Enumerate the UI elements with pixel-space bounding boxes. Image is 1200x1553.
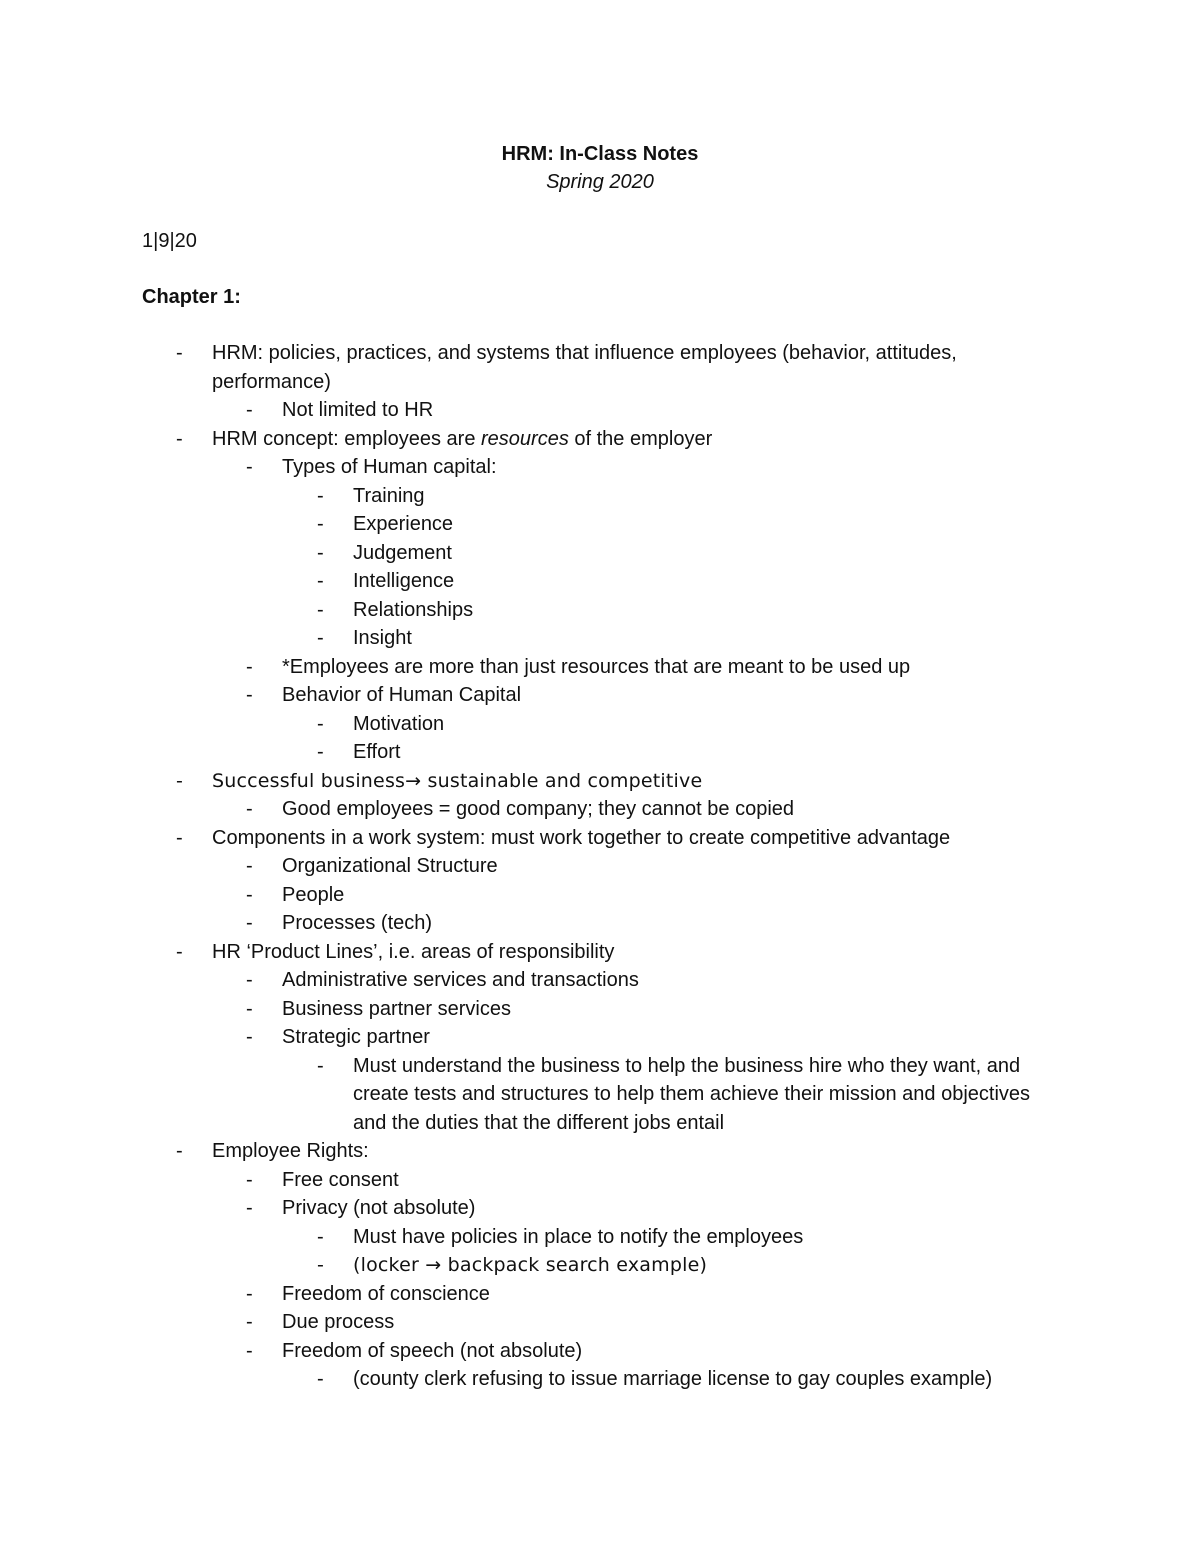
notes-list bbox=[0, 339, 1200, 1394]
list-item-text: Relationships bbox=[353, 598, 474, 621]
list-item bbox=[317, 567, 1053, 596]
bullet-dash: - bbox=[246, 456, 253, 478]
list-item-text: Intelligence bbox=[353, 570, 455, 592]
list-item-text: Freedom of speech (not absolute) bbox=[282, 1339, 583, 1362]
bullet-dash: - bbox=[176, 826, 183, 849]
list-item-text: of the employer bbox=[568, 427, 713, 450]
list-item bbox=[317, 710, 1053, 739]
list-item bbox=[246, 1023, 1042, 1052]
list-item-text: HRM: policies, practices, and systems that influence employees (behavior, attitudes, performance) bbox=[212, 342, 957, 393]
bullet-dash: - bbox=[176, 342, 183, 364]
bullet-dash: - bbox=[176, 1140, 183, 1162]
bullet-dash: - bbox=[317, 1368, 324, 1390]
list-item-text: People bbox=[282, 883, 345, 906]
list-item-text: Types of Human capital: bbox=[282, 456, 497, 478]
list-item bbox=[246, 1337, 1042, 1366]
list-item bbox=[246, 1194, 1042, 1223]
list-item bbox=[317, 1251, 1053, 1280]
list-item-text: Strategic partner bbox=[282, 1026, 430, 1048]
bullet-dash: - bbox=[176, 940, 183, 963]
list-item-text: Effort bbox=[353, 741, 401, 763]
bullet-dash: - bbox=[246, 798, 253, 820]
list-item bbox=[246, 1166, 1042, 1195]
list-item bbox=[246, 1280, 1042, 1309]
list-item-text: Business partner services bbox=[282, 997, 511, 1020]
bullet-dash: - bbox=[317, 598, 324, 621]
list-item bbox=[317, 624, 1053, 653]
bullet-dash: - bbox=[246, 1197, 253, 1219]
bullet-dash: - bbox=[246, 1339, 253, 1362]
bullet-dash: - bbox=[246, 1168, 253, 1191]
list-item bbox=[176, 339, 1072, 396]
list-item bbox=[246, 852, 1042, 881]
list-item bbox=[246, 995, 1042, 1024]
list-item bbox=[317, 1365, 1053, 1394]
list-item bbox=[246, 681, 1042, 710]
bullet-dash: - bbox=[246, 912, 253, 934]
list-item bbox=[176, 767, 1072, 796]
list-item-text: HR ‘Product Lines’, i.e. areas of responsibility bbox=[212, 940, 615, 963]
list-item-text: Insight bbox=[353, 627, 412, 649]
list-item-text: Must understand the business to help the business hire who they want, and create tests and structures to help them achieve their mission and objectives and the duties that the different jobs entail bbox=[353, 1054, 1031, 1134]
list-item-text: Successful business→ sustainable and competitive bbox=[212, 769, 703, 792]
list-item-text: Freedom of conscience bbox=[282, 1282, 490, 1305]
list-item bbox=[176, 938, 1072, 967]
list-item bbox=[317, 539, 1053, 568]
list-item-text: (county clerk refusing to issue marriage license to gay couples example) bbox=[353, 1368, 993, 1390]
list-item bbox=[176, 1137, 1072, 1166]
bullet-dash: - bbox=[246, 969, 253, 991]
bullet-dash: - bbox=[317, 1054, 324, 1077]
list-item-text: Good employees = good company; they cannot be copied bbox=[282, 798, 795, 820]
document-subtitle: Spring 2020 bbox=[546, 171, 654, 193]
bullet-dash: - bbox=[317, 513, 324, 535]
list-item bbox=[246, 453, 1042, 482]
list-item bbox=[246, 795, 1042, 824]
list-item-text: Behavior of Human Capital bbox=[282, 684, 522, 706]
list-item bbox=[246, 396, 1042, 425]
bullet-dash: - bbox=[317, 484, 324, 507]
list-item bbox=[317, 482, 1053, 511]
list-item-text: Motivation bbox=[353, 712, 445, 735]
bullet-dash: - bbox=[246, 1282, 253, 1305]
list-item bbox=[317, 1223, 1053, 1252]
bullet-dash: - bbox=[246, 1026, 253, 1048]
list-item bbox=[246, 966, 1042, 995]
list-item-text: Experience bbox=[353, 513, 454, 535]
list-item-text: Due process bbox=[282, 1311, 395, 1333]
bullet-dash: - bbox=[317, 741, 324, 763]
list-item bbox=[246, 909, 1042, 938]
bullet-dash: - bbox=[246, 655, 253, 678]
list-item-text: (locker → backpack search example) bbox=[353, 1254, 708, 1276]
list-item-text: Judgement bbox=[353, 541, 452, 564]
list-item-text: HRM concept: employees are bbox=[212, 427, 482, 450]
list-item bbox=[246, 1308, 1042, 1337]
bullet-dash: - bbox=[246, 855, 253, 877]
bullet-dash: - bbox=[176, 427, 183, 450]
list-item-text: Free consent bbox=[282, 1168, 399, 1191]
bullet-dash: - bbox=[246, 684, 253, 706]
bullet-dash: - bbox=[317, 712, 324, 735]
bullet-dash: - bbox=[246, 399, 253, 421]
bullet-dash: - bbox=[317, 1254, 325, 1276]
list-item-text: Privacy (not absolute) bbox=[282, 1197, 476, 1219]
bullet-dash: - bbox=[246, 1311, 253, 1333]
list-item-text: Training bbox=[353, 484, 425, 507]
bullet-dash: - bbox=[246, 883, 253, 906]
list-item-text: Administrative services and transactions bbox=[282, 969, 639, 991]
list-item-text: *Employees are more than just resources that are meant to be used up bbox=[282, 655, 911, 678]
list-item bbox=[246, 881, 1042, 910]
bullet-dash: - bbox=[246, 997, 253, 1020]
bullet-dash: - bbox=[176, 769, 184, 792]
list-item bbox=[176, 425, 1072, 454]
list-item-text: Not limited to HR bbox=[282, 399, 434, 421]
list-item-text: Employee Rights: bbox=[212, 1140, 369, 1162]
list-item-text: Components in a work system: must work together to create competitive advantage bbox=[212, 826, 951, 849]
list-item-emphasis: resources bbox=[481, 427, 569, 450]
chapter-heading: Chapter 1: bbox=[142, 286, 241, 308]
list-item-text: Must have policies in place to notify the employees bbox=[353, 1225, 804, 1248]
list-item bbox=[176, 824, 1072, 853]
bullet-dash: - bbox=[317, 541, 324, 564]
list-item-text: Organizational Structure bbox=[282, 855, 498, 877]
list-item bbox=[317, 738, 1053, 767]
bullet-dash: - bbox=[317, 627, 324, 649]
list-item bbox=[246, 653, 1042, 682]
document-title: HRM: In-Class Notes bbox=[501, 143, 699, 165]
list-item-text: Processes (tech) bbox=[282, 912, 433, 934]
list-item bbox=[317, 510, 1053, 539]
note-date: 1|9|20 bbox=[142, 230, 197, 252]
bullet-dash: - bbox=[317, 570, 324, 592]
list-item bbox=[317, 596, 1053, 625]
list-item bbox=[317, 1052, 1053, 1138]
bullet-dash: - bbox=[317, 1225, 324, 1248]
